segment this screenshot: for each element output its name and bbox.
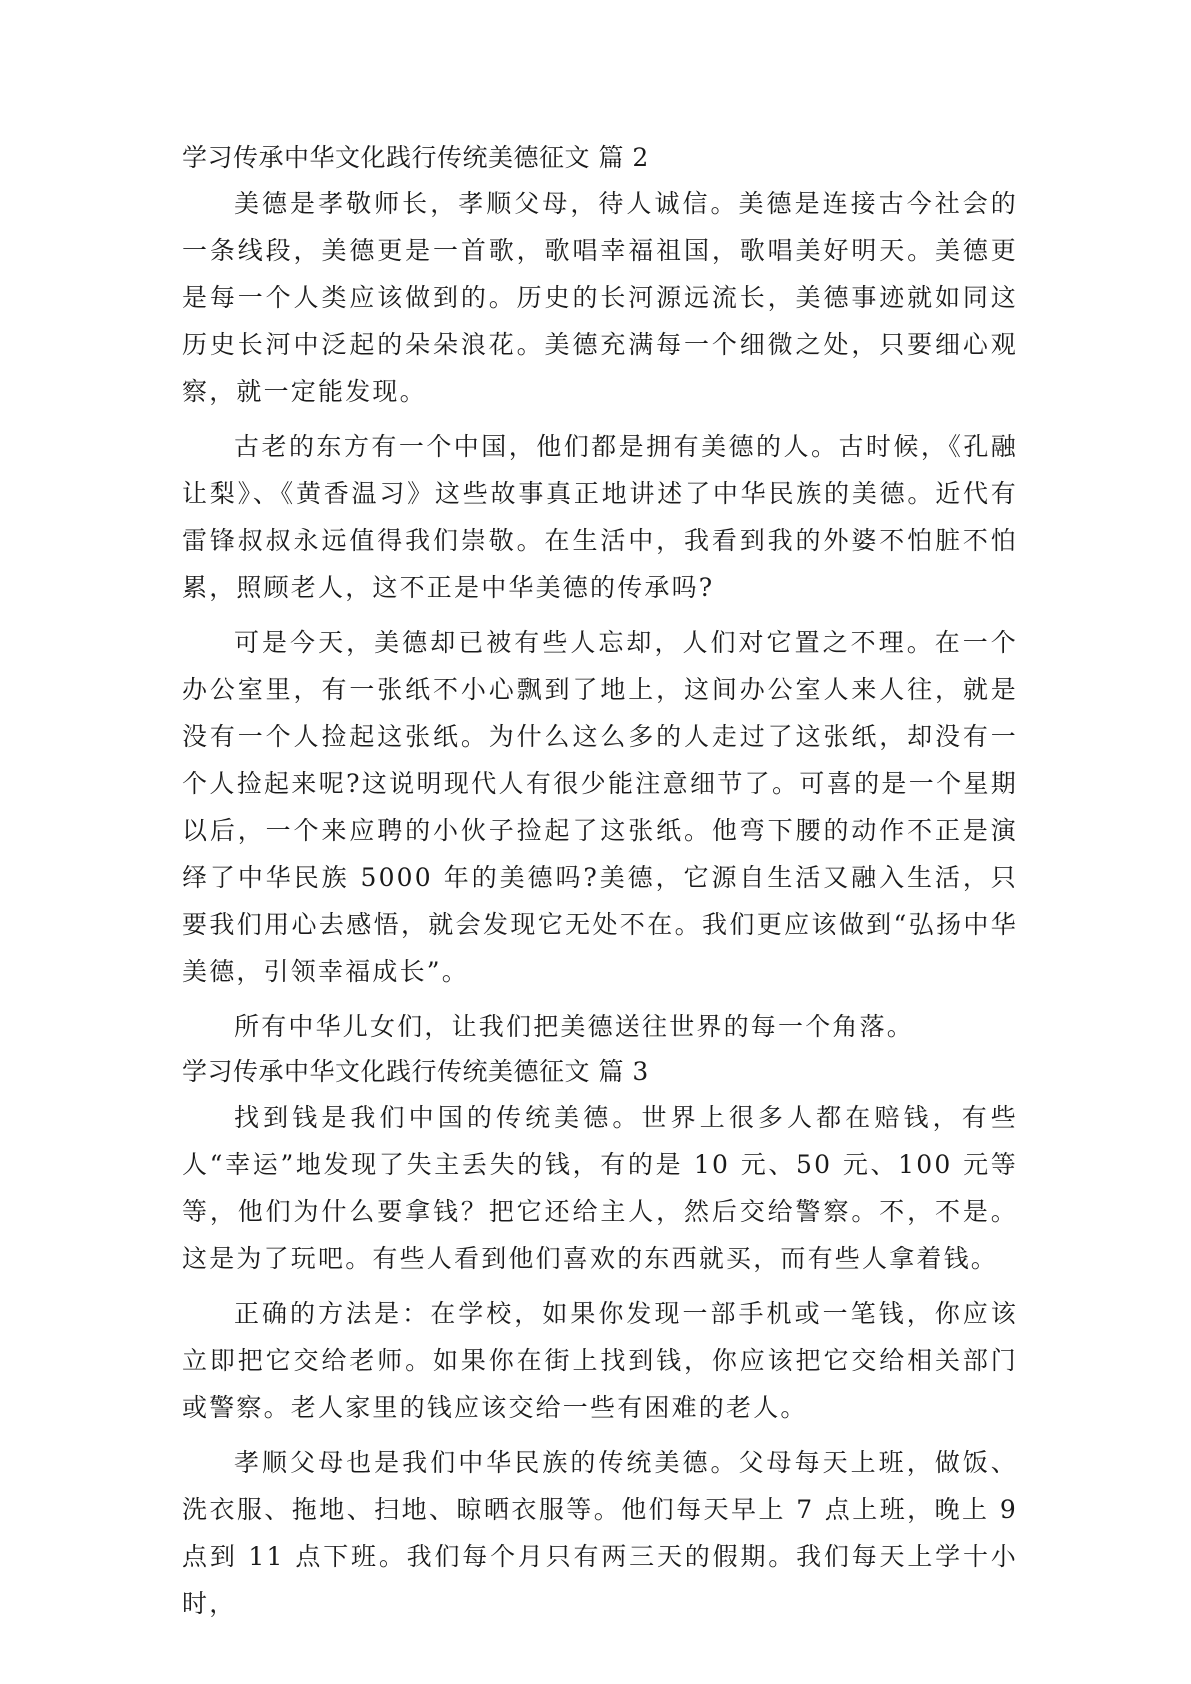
paragraph: 孝顺父母也是我们中华民族的传统美德。父母每天上班，做饭、洗衣服、拖地、扫地、晾晒衣服等。他们每天早上 7 点上班，晚上 9 点到 11 点下班。我们每个月只有两三天的假期。我们每天上学十小时， bbox=[182, 1448, 1018, 1618]
paragraph: 美德是孝敬师长，孝顺父母，待人诚信。美德是连接古今社会的一条线段，美德更是一首歌，歌唱幸福祖国，歌唱美好明天。美德更是每一个人类应该做到的。历史的长河源远流长，美德事迹就如同这历史长河中泛起的朵朵浪花。美德充满每一个细微之处，只要细心观察，就一定能发现。 bbox=[182, 189, 1018, 406]
section-title: 学习传承中华文化践行传统美德征文 篇 2 bbox=[182, 143, 649, 172]
document-body bbox=[182, 136, 1018, 1635]
section-title: 学习传承中华文化践行传统美德征文 篇 3 bbox=[182, 1057, 649, 1086]
paragraph: 可是今天，美德却已被有些人忘却，人们对它置之不理。在一个办公室里，有一张纸不小心飘到了地上，这间办公室人来人往，就是没有一个人捡起这张纸。为什么这么多的人走过了这张纸，却没有一个人捡起来呢?这说明现代人有很少能注意细节了。可喜的是一个星期以后，一个来应聘的小伙子捡起了这张纸。他弯下腰的动作不正是演绎了中华民族 5000 年的美德吗?美德，它源自生活又融入生活，只要我们用心去感悟，就会发现它无处不在。我们更应该做到“弘扬中华美德，引领幸福成长”。 bbox=[182, 628, 1018, 986]
paragraph: 所有中华儿女们，让我们把美德送往世界的每一个角落。 bbox=[234, 1012, 915, 1041]
paragraph: 古老的东方有一个中国，他们都是拥有美德的人。古时候，《孔融让梨》、《黄香温习》这些故事真正地讲述了中华民族的美德。近代有雷锋叔叔永远值得我们崇敬。在生活中，我看到我的外婆不怕脏不怕累，照顾老人，这不正是中华美德的传承吗? bbox=[182, 432, 1018, 602]
paragraph: 找到钱是我们中国的传统美德。世界上很多人都在赔钱，有些人“幸运”地发现了失主丢失的钱，有的是 10 元、50 元、100 元等等，他们为什么要拿钱？把它还给主人，然后交给警察。不，不是。这是为了玩吧。有些人看到他们喜欢的东西就买，而有些人拿着钱。 bbox=[182, 1103, 1018, 1273]
paragraph: 正确的方法是：在学校，如果你发现一部手机或一笔钱，你应该立即把它交给老师。如果你在街上找到钱，你应该把它交给相关部门或警察。老人家里的钱应该交给一些有困难的老人。 bbox=[182, 1299, 1018, 1422]
